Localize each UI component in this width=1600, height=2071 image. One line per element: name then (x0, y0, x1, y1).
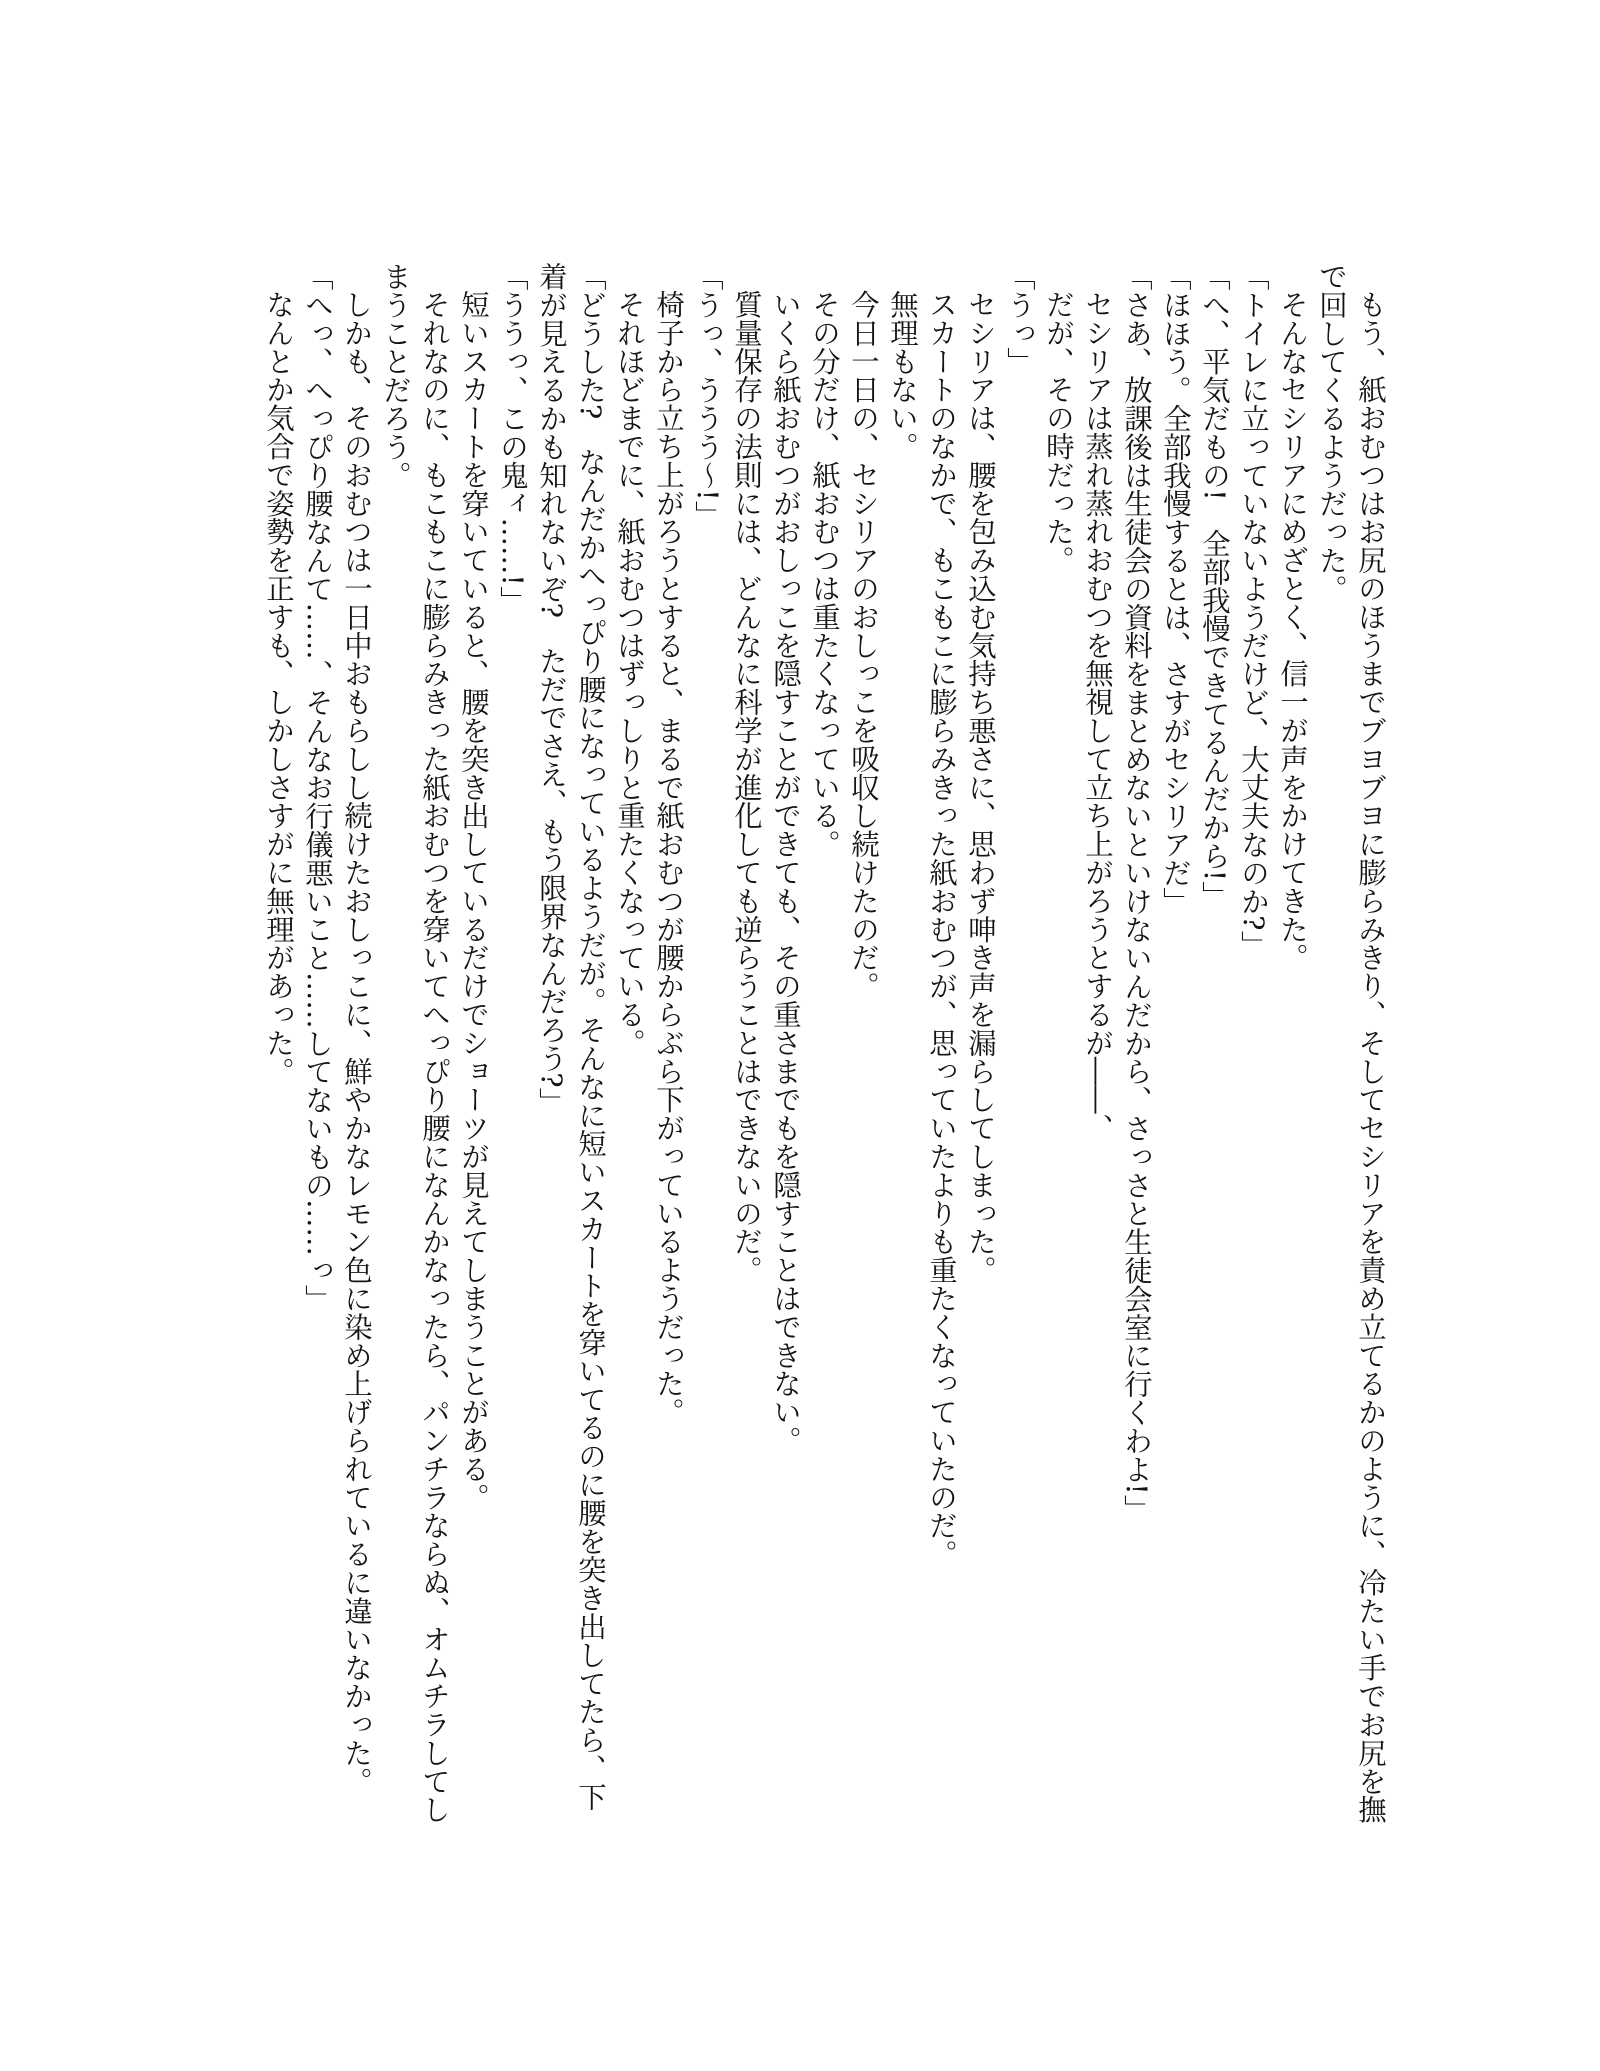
paragraph-24: しかも、そのおむつは一日中おもらしし続けたおしっこに、鮮やかなレモン色に染め上げられているに違いなかった。 (340, 290, 373, 1796)
paragraph-4: 「へ、平気だもの! 全部我慢できてるんだから!」 (1198, 262, 1231, 910)
paragraph-6: 「さあ、放課後は生徒会の資料をまとめないといけないんだから、さっさと生徒会室に行くわよ!」 (1120, 262, 1153, 1524)
paragraph-19: それほどまでに、紙おむつはずっしりと重たくなっている。 (613, 290, 646, 1058)
paragraph-16: 質量保存の法則には、どんなに科学が進化しても逆らうことはできないのだ。 (730, 290, 763, 1285)
paragraph-17: 「うっ、ううう〜!」 (691, 262, 724, 530)
paragraph-11: スカートのなかで、もこもこに膨らみきった紙おむつが、思っていたよりも重たくなっていたのだ。 (925, 290, 958, 1569)
paragraph-23: それなのに、もこもこに膨らみきった紙おむつを穿いてへっぴり腰になんかなったら、パンチラならぬ、オムチラしてしまうことだろう。 (379, 262, 451, 1824)
paragraph-9: 「うっ」 (1003, 262, 1036, 376)
paragraph-3: 「トイレに立っていないようだけど、大丈夫なのか?」 (1237, 262, 1270, 959)
paragraph-18: 椅子から立ち上がろうとすると、まるで紙おむつが腰からぶら下がっているようだった。 (652, 290, 685, 1427)
paragraph-13: 今日一日の、セシリアのおしっこを吸収し続けたのだ。 (847, 290, 880, 1001)
paragraph-12: 無理もない。 (886, 290, 919, 461)
paragraph-10: セシリアは、腰を包み込む気持ち悪さに、思わず呻き声を漏らしてしまった。 (964, 290, 997, 1285)
paragraph-8: だが、その時だった。 (1042, 290, 1075, 575)
paragraph-1: もう、紙おむつはお尻のほうまでブヨブヨに膨らみきり、そしてセシリアを責め立てるかのように、冷たい手でお尻を撫で回してくるようだった。 (1315, 262, 1387, 1824)
paragraph-26: なんとか気合で姿勢を正すも、しかしさすがに無理があった。 (262, 290, 295, 1086)
paragraph-25: 「へっ、へっぴり腰なんて……、そんなお行儀悪いこと……してないもの……っ」 (301, 262, 334, 1313)
paragraph-14: その分だけ、紙おむつは重たくなっている。 (808, 290, 841, 859)
paragraph-2: そんなセシリアにめざとく、信一が声をかけてきた。 (1276, 290, 1309, 972)
paragraph-21: 「ううっ、この鬼ィ……!」 (496, 262, 529, 615)
paragraph-20: 「どうした? なんだかへっぴり腰になっているようだが。そんなに短いスカートを穿いてるのに腰を突き出してたら、下着が見えるかも知れないぞ? ただでさえ、もう限界なんだろう?」 (535, 262, 607, 1811)
paragraph-15: いくら紙おむつがおしっこを隠すことができても、その重さまでもを隠すことはできない。 (769, 290, 802, 1455)
paragraph-7: セシリアは蒸れ蒸れおむつを無視して立ち上がろうとするが――、 (1081, 290, 1114, 1143)
paragraph-5: 「ほほう。全部我慢するとは、さすがセシリアだ」 (1159, 262, 1192, 916)
paragraph-22: 短いスカートを穿いていると、腰を突き出しているだけでショーツが見えてしまうことがある。 (457, 290, 490, 1512)
novel-text-block (259, 262, 1390, 1826)
